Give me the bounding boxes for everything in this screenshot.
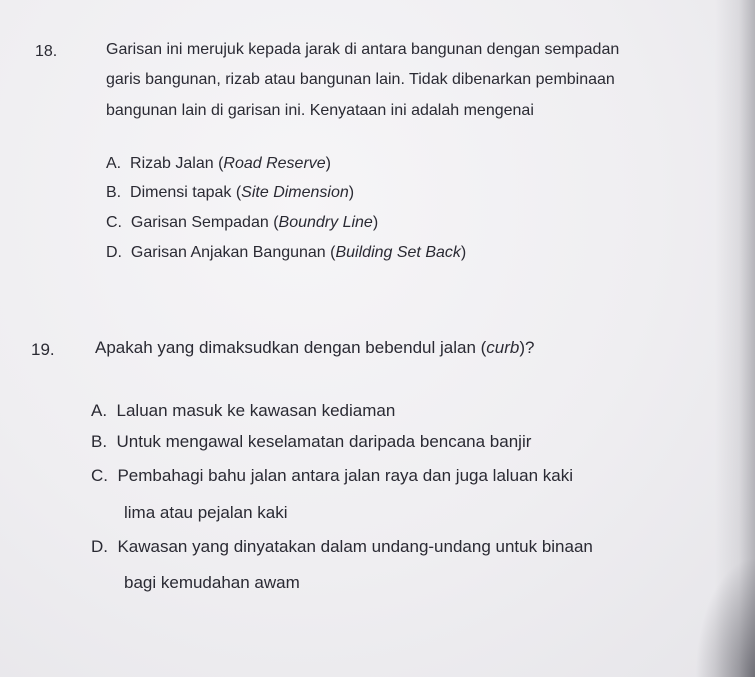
option-a[interactable] (91, 401, 395, 421)
option-letter: D. (106, 244, 122, 261)
option-text-english: Road Reserve (223, 155, 326, 172)
option-close: ) (348, 184, 355, 201)
option-letter: B. (91, 432, 108, 451)
option-d-continuation: bagi kemudahan awam (124, 573, 300, 592)
option-text: Untuk mengawal keselamatan daripada bencana banjir (116, 432, 532, 451)
question-stem-line: Garisan ini merujuk kepada jarak di antara bangunan dengan sempadan (106, 41, 620, 58)
stem-text-english: curb (486, 338, 520, 357)
corner-shadow (695, 557, 755, 677)
question-stem-line (95, 338, 535, 358)
option-c[interactable] (106, 213, 378, 233)
question-stem-line: garis bangunan, rizab atau bangunan lain. Tidak dibenarkan pembinaan (106, 71, 615, 88)
option-letter: D. (91, 537, 108, 556)
option-d[interactable] (106, 243, 466, 263)
option-b[interactable] (106, 183, 354, 203)
option-text: Laluan masuk ke kawasan kediaman (116, 401, 396, 420)
option-letter: C. (106, 214, 122, 231)
option-text: Garisan Anjakan Bangunan ( (130, 244, 336, 261)
option-close: ) (325, 155, 331, 172)
option-text: Kawasan yang dinyatakan dalam undang-undang untuk binaan (117, 537, 593, 556)
question-number: 18. (35, 43, 58, 60)
option-d[interactable] (91, 537, 593, 557)
option-letter: B. (106, 184, 122, 201)
question-number: 19. (31, 340, 55, 359)
stem-close: )? (519, 338, 535, 357)
option-text: Rizab Jalan ( (130, 155, 224, 172)
option-a[interactable] (106, 154, 331, 174)
option-c-continuation: lima atau pejalan kaki (124, 503, 288, 522)
option-text-english: Boundry Line (278, 214, 373, 231)
option-text: Dimensi tapak ( (130, 184, 242, 201)
option-close: ) (460, 244, 467, 261)
option-letter: C. (91, 466, 108, 485)
option-letter: A. (91, 401, 108, 420)
option-text-english: Site Dimension (241, 184, 349, 201)
question-stem-line: bangunan lain di garisan ini. Kenyataan ini adalah mengenai (106, 102, 534, 119)
option-b[interactable] (91, 432, 531, 452)
option-c[interactable] (91, 466, 573, 486)
option-close: ) (372, 214, 379, 231)
option-text: Pembahagi bahu jalan antara jalan raya dan juga laluan kaki (117, 466, 573, 485)
option-text: Garisan Sempadan ( (130, 214, 279, 231)
stem-text: Apakah yang dimaksudkan dengan bebendul jalan ( (95, 338, 487, 357)
option-letter: A. (106, 155, 122, 172)
option-text-english: Building Set Back (335, 244, 461, 261)
